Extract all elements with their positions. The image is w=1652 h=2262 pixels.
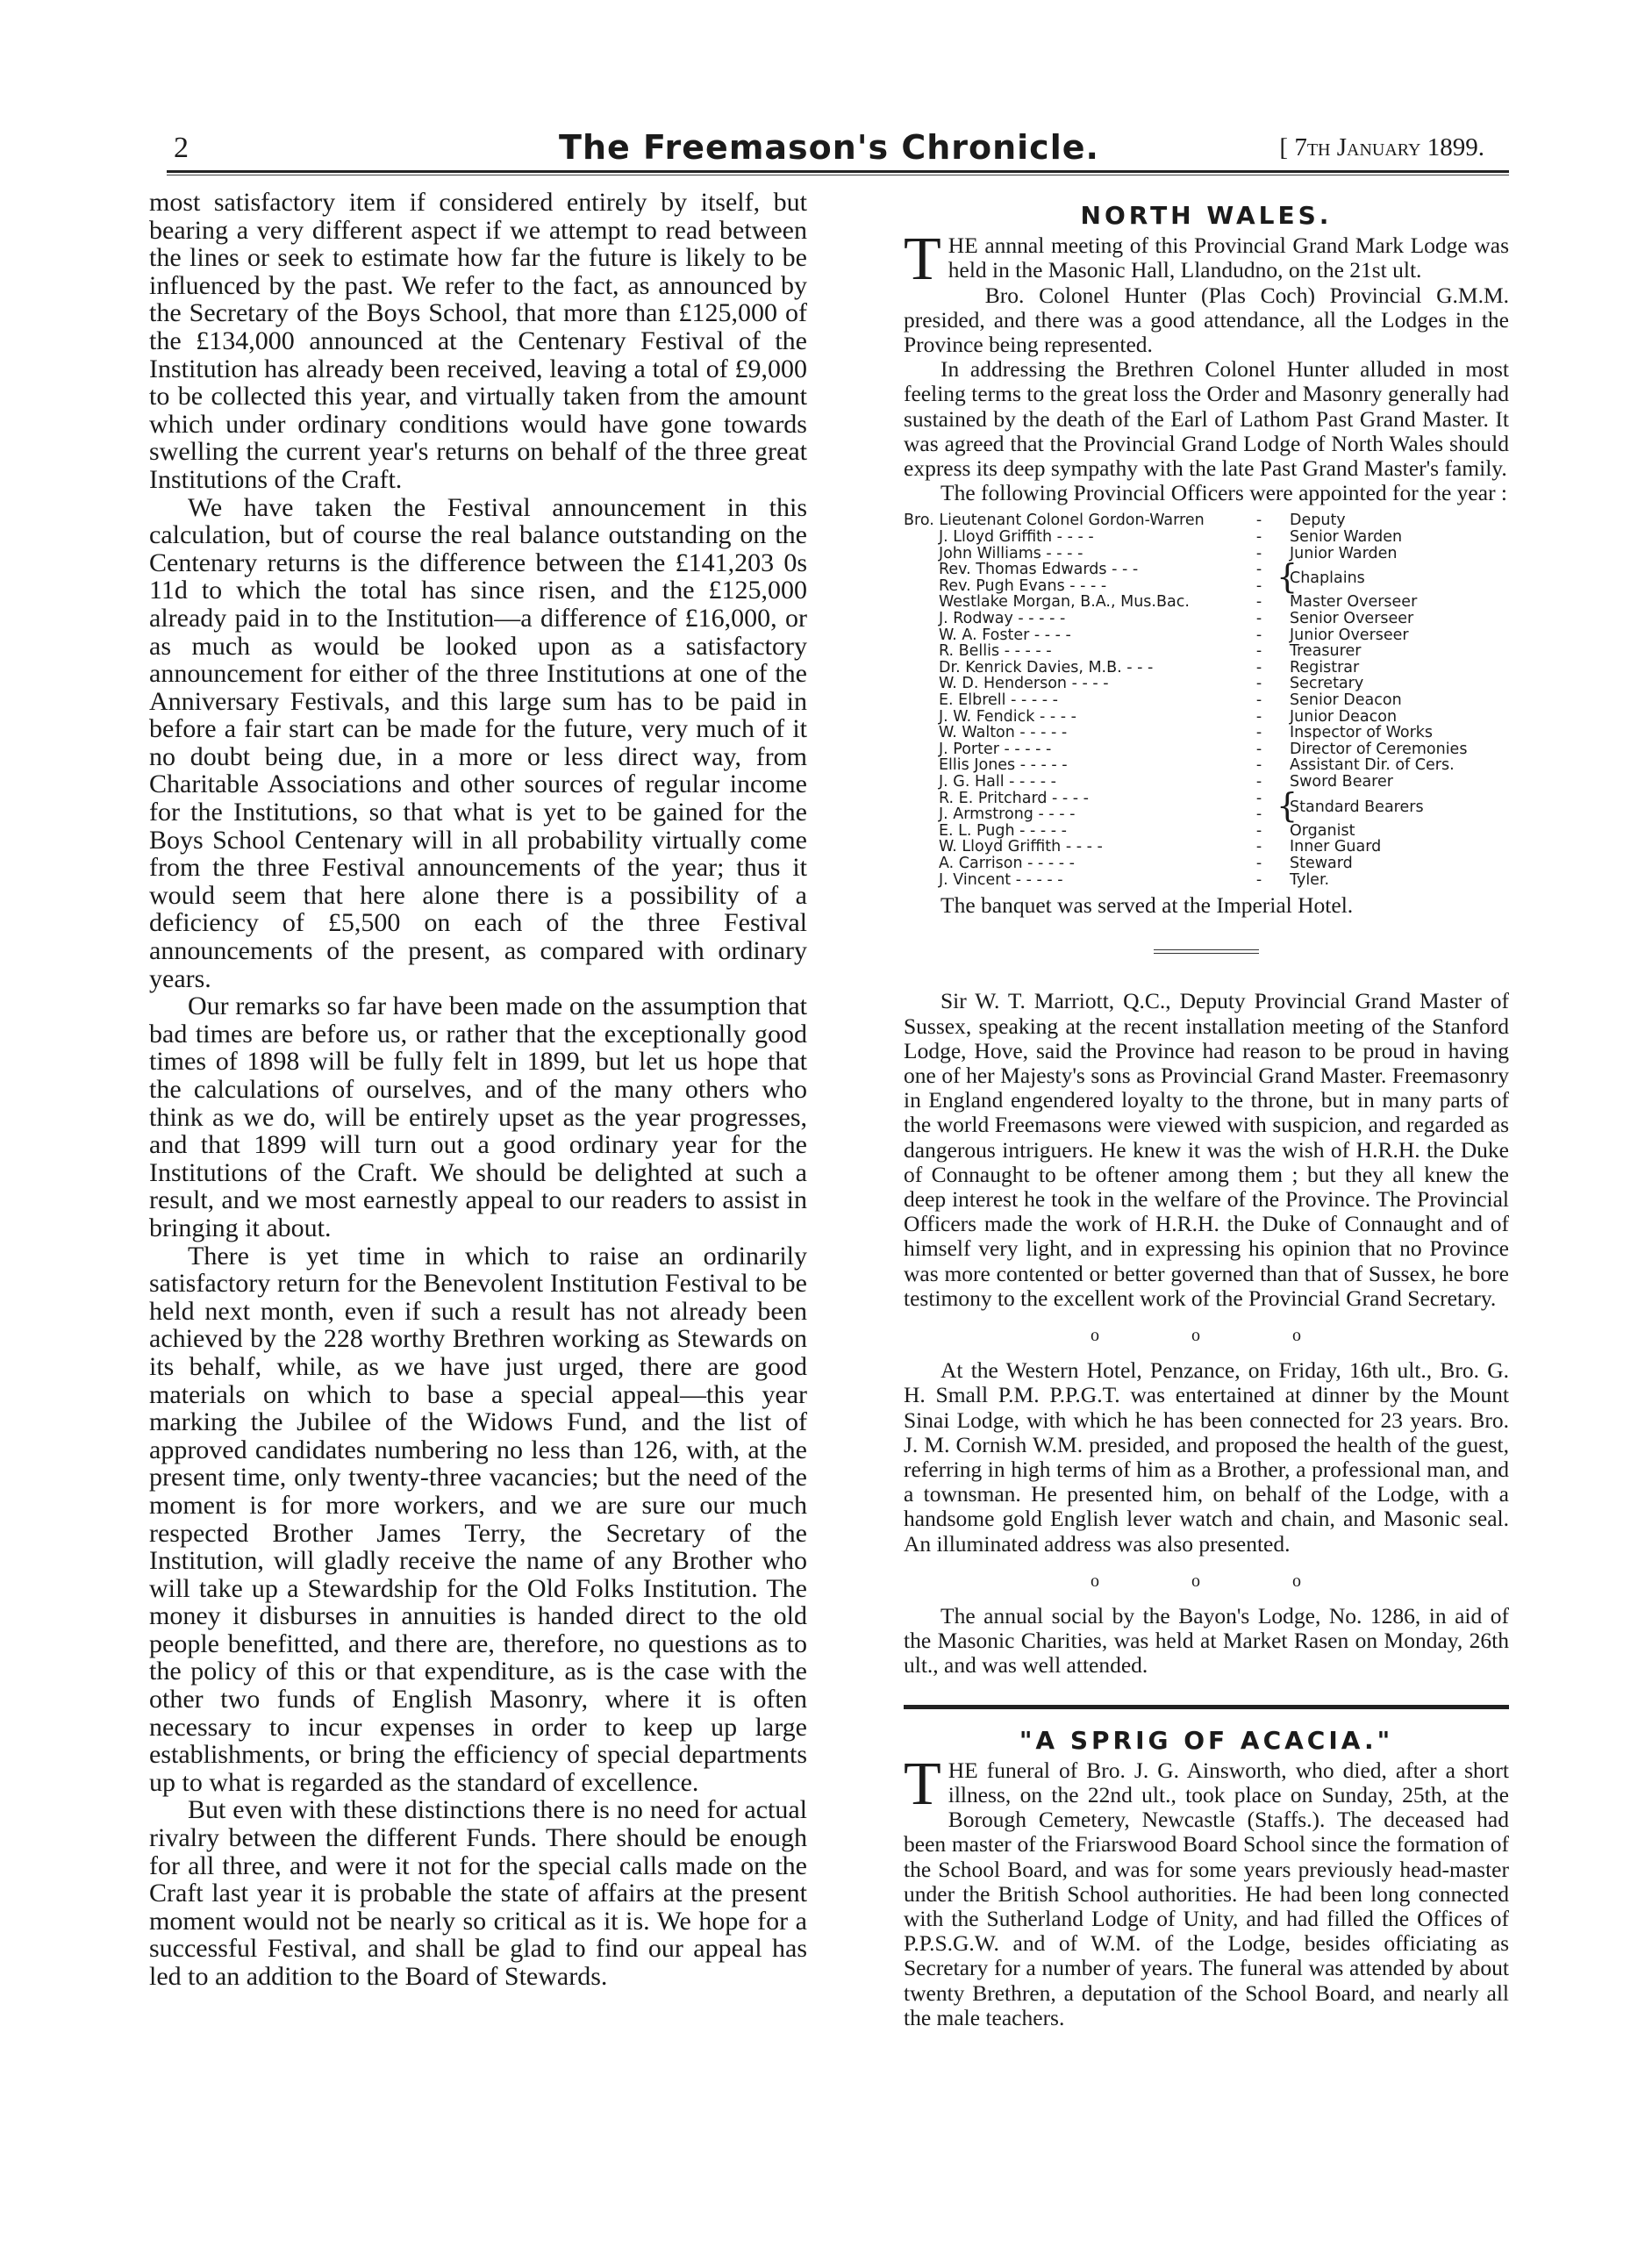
officer-row: Bro. Lieutenant Colonel Gordon-Warren - Deputy <box>904 512 1346 530</box>
page-header <box>167 128 1491 167</box>
officer-row: Rev. Thomas Edwards - - - - { Chaplains <box>939 557 1365 597</box>
officer-row: W. Lloyd Griffith - - - - - Inner Guard <box>939 838 1382 856</box>
north-wales-paragraph: Bro. Colonel Hunter (Plas Coch) Provincial G.M.M. presided, and there was a good attendance, all the Lodges in the Province being represented. <box>904 282 1509 358</box>
officer-row: Westlake Morgan, B.A., Mus.Bac. - Master Overseer <box>939 593 1418 612</box>
officer-row: Dr. Kenrick Davies, M.B. - - - - Registrar <box>939 658 1360 676</box>
officer-row: John Williams - - - - - Junior Warden <box>939 544 1398 562</box>
article-paragraph: There is yet time in which to raise an ordinarily satisfactory return for the Benevolent Institution Festival to be held next month, even if such a result has not already been achieved by the 228 worthy Brethren working as Stewards on its behalf, while, as we have just urged, there are good materials on which to base a special appeal—this year marking the Jubilee of the Widows Fund, and the list of approved candidates numbering no less than 126, with, at the present time, only twenty-three vacancies; but the need of the moment is for more workers, and we are sure our much respected Brother James Terry, the Secretary of the Institution, will gladly receive the name of any Brother who will take up a Stewardship for the Old Folks Institution. The money it disburses in annuities is handed direct to the old people benefitted, and there are, therefore, no questions as to the policy of this or that expenditure, as is the case with the other two funds of English Masonry, where it is often necessary to incur expenses in order to keep up large establishments, or bring the efficiency of special departments up to what is regarded as the standard of excellence. <box>149 1241 807 1797</box>
penzance-paragraph: At the Western Hotel, Penzance, on Friday, 16th ult., Bro. G. H. Small P.M. P.P.G.T. was entertained at dinner by the Mount Sinai Lodge, with which he has been connected for 23 years. Bro. J. M. Cornish W.M. presided, and proposed the health of the guest, referring in high terms of him as a Brother, a professional man, and a townsman. He presented him, on behalf of the Lodge, with a handsome gold English lever watch and chain, and Masonic seal. An illuminated address was also presented. <box>904 1357 1509 1557</box>
acacia-paragraph: THE funeral of Bro. J. G. Ainsworth, who died, after a short illness, on the 22nd ult., took place on Sunday, 25th, at the Borough Cemetery, Newcastle (Staffs.). The deceased had been master of the Friarswood Board School since the formation of the School Board, and was for some years previously head-master under the British School authorities. He had been long connected with the Sutherland Lodge of Unity, and had filled the Offices of P.P.S.G.W. and of W.M. of the Lodge, besides officiating as Secretary for a number of years. The funeral was attended by about twenty Brethren, a deputation of the School Board, and nearly all the male teachers. <box>904 1750 1509 2030</box>
officer-row: E. L. Pugh - - - - - - Organist <box>939 821 1355 840</box>
north-wales-paragraph: The following Provincial Officers were appointed for the year : <box>940 480 1508 506</box>
article-paragraph: But even with these distinctions there is no need for actual rivalry between the different Funds. There should be enough for all three, and were it not for the special calls made on the Craft last year it is probable the state of affairs at the present moment would not be nearly so critical as it is. We hope for a successful Festival, and shall be glad to find our appeal has led to an addition to the Board of Stewards. <box>149 1795 807 1991</box>
officer-row: W. Walton - - - - - - Inspector of Works <box>939 724 1434 742</box>
left-column-article <box>149 189 807 1991</box>
section-divider <box>1154 949 1259 954</box>
officer-row: J. W. Fendick - - - - - Junior Deacon <box>939 707 1398 726</box>
officer-row: W. A. Foster - - - - - Junior Overseer <box>939 626 1409 644</box>
officer-row: W. D. Henderson - - - - - Secretary <box>939 675 1364 693</box>
officer-row: Rev. Pugh Evans - - - - - <box>939 576 1262 595</box>
officer-row: E. Elbrell - - - - - - Senior Deacon <box>939 691 1402 709</box>
bayons-paragraph: The annual social by the Bayon's Lodge, No. 1286, in aid of the Masonic Charities, was held at Market Rasen on Monday, 26th ult., and was well attended. <box>904 1602 1509 1679</box>
north-wales-title: NORTH WALES. <box>1080 201 1333 230</box>
brace-icon: { <box>1277 557 1298 597</box>
officer-row: R. Bellis - - - - - - Treasurer <box>939 642 1362 661</box>
dots-separator: o o o <box>1091 1571 1345 1591</box>
article-paragraph: most satisfactory item if considered entirely by itself, but bearing a very different aspect if we attempt to read between the lines or seek to estimate how far the future is likely to be influenced by the past. We refer to the fact, as announced by the Secretary of the Boys School, that more than £125,000 of the £134,000 announced at the Centenary Festival of the Institution has already been received, leaving a total of £9,000 to be collected this year, and virtually taken from the amount which under ordinary conditions would have gone towards swelling the current year's returns on behalf of the three great Institutions of the Craft. <box>149 188 807 494</box>
right-column <box>904 184 1509 2030</box>
issue-date: [ 7th January 1899. <box>1279 133 1484 161</box>
section-divider-thick <box>904 1705 1509 1709</box>
north-wales-intro: THE annnal meeting of this Provincial Grand Mark Lodge was held in the Masonic Hall, Llandudno, on the 21st ult. <box>904 225 1509 294</box>
drop-cap: T <box>904 1750 941 1818</box>
north-wales-paragraph: In addressing the Brethren Colonel Hunter alluded in most feeling terms to the great loss the Order and Masonry generally had sustained by the death of the Earl of Lathom Past Grand Master. It was agreed that the Provincial Grand Lodge of North Wales should express its deep sympathy with the late Past Grand Master's family. <box>904 356 1509 482</box>
officer-row: Ellis Jones - - - - - - Assistant Dir. of Cers. <box>939 756 1455 775</box>
officer-row: A. Carrison - - - - - - Steward <box>939 854 1353 872</box>
officer-row: J. Lloyd Griffith - - - - - Senior Warden <box>939 528 1403 547</box>
officer-row: J. Vincent - - - - - - Tyler. <box>939 870 1330 889</box>
drop-cap: T <box>904 225 941 294</box>
officer-row: J. G. Hall - - - - - - Sword Bearer <box>939 772 1393 791</box>
article-paragraph: We have taken the Festival announcement in this calculation, but of course the real balance outstanding on the Centenary returns is the difference between the £141,203 0s 11d to which the total has since risen, and the £125,000 already paid in to the Institution—a difference of £16,000, or as much as would be looked upon as a satisfactory announcement for either of the three Institutions at one of the Anniversary Festivals, and this large sum has to be paid in before a fair start can be made for the future, very much of it no doubt being due, in a more or less direct way, from Charitable Associations and other sources of regular income for the Institutions, so that what is yet to be gained for the Boys School Centenary will in all probability virtually come from the three Festival announcements of the year; thus it would seem that here alone there is a possibility of a deficiency of £5,500 on each of the three Festival announcements of the present, as compared with ordinary years. <box>149 492 807 993</box>
header-rule <box>167 170 1509 173</box>
masthead-title: The Freemason's Chronicle. <box>559 128 1099 167</box>
sussex-paragraph: Sir W. T. Marriott, Q.C., Deputy Provincial Grand Master of Sussex, speaking at the recent installation meeting of the Stanford Lodge, Hove, said the Province had reason to be proud in having one of her Majesty's sons as Provincial Grand Master. Freemasonry in England engendered loyalty to the throne, but in many parts of the world Freemasons were viewed with suspicion, and regarded as dangerous intriguers. He knew it was the wish of H.R.H. the Duke of Connaught to be oftener among them ; but they all knew the deep interest he took in the welfare of the Province. The Provincial Officers made the work of H.R.H. the Duke of Connaught and of himself very light, and in expressing his opinion that no Province was more contented or better governed than that of Sussex, he bore testimony to the excellent work of the Provincial Grand Secretary. <box>904 988 1509 1311</box>
article-paragraph: Our remarks so far have been made on the assumption that bad times are before us, or rather that the exceptionally good times of 1898 will be fully felt in 1899, but let us hope that the calculations of ourselves, and of the many others who think as we do, will be entirely upset as the year progresses, and that 1899 will turn out a good ordinary year for the Institutions of the Craft. We should be delighted at such a result, and we most earnestly appeal to our readers to assist in bringing it about. <box>149 991 807 1242</box>
officer-row: J. Armstrong - - - - - <box>939 805 1262 824</box>
officer-row: J. Porter - - - - - - Director of Ceremonies <box>939 740 1468 758</box>
officers-list <box>904 512 1509 888</box>
dots-separator: o o o <box>1091 1325 1345 1345</box>
officer-row: J. Rodway - - - - - - Senior Overseer <box>939 610 1414 627</box>
officer-row: R. E. Pritchard - - - - - { Standard Bearers <box>939 785 1424 825</box>
north-wales-closing: The banquet was served at the Imperial Hotel. <box>940 892 1354 919</box>
acacia-title: "A SPRIG OF ACACIA." <box>1019 1725 1394 1755</box>
page-number: 2 <box>174 132 189 164</box>
brace-icon: { <box>1277 785 1298 825</box>
